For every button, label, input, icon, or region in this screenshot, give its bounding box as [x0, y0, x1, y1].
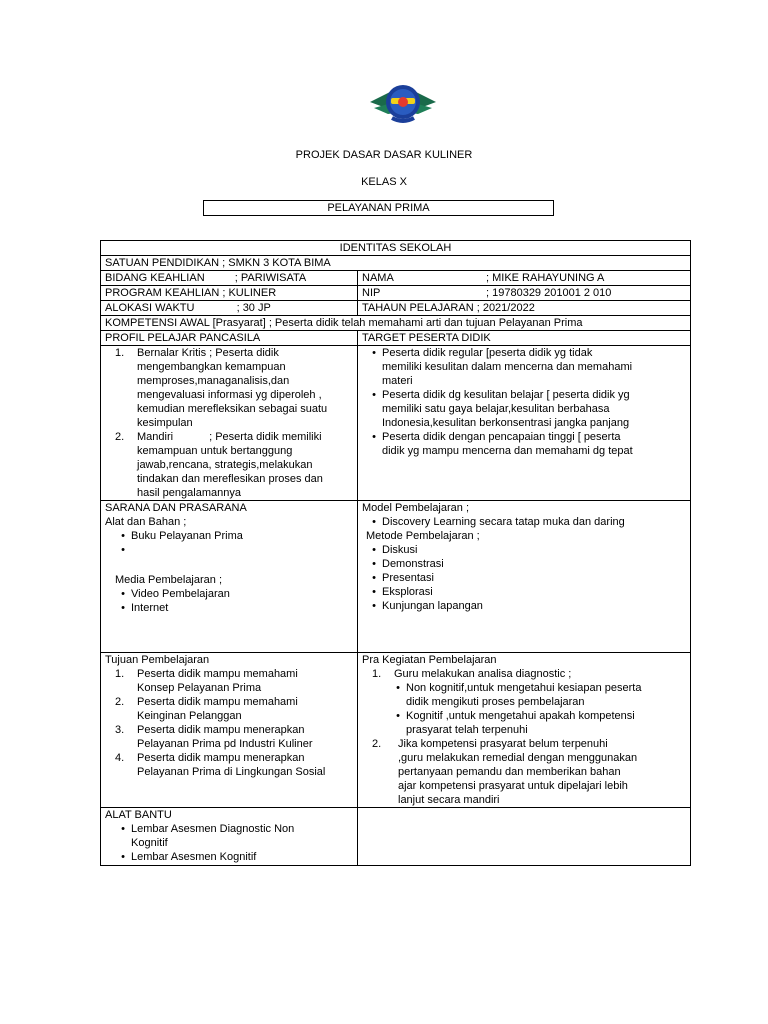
nip-value: ; 19780329 201001 2 010: [486, 287, 612, 299]
identity-heading: IDENTITAS SEKOLAH: [101, 241, 691, 256]
tools-heading: ALAT BANTU: [105, 809, 172, 821]
pre-sub-item: • Kognitif ,untuk mengetahui apakah kompetensi prasyarat telah terpenuhi: [396, 710, 635, 736]
field-label: BIDANG KEAHLIAN: [105, 272, 205, 284]
method-list: [362, 543, 686, 613]
profile-cell: [101, 346, 358, 501]
competency-row: KOMPETENSI AWAL [Prasyarat] ; Peserta didik telah memahami arti dan tujuan Pelayanan Prima: [101, 316, 691, 331]
model-heading: Model Pembelajaran ;: [362, 502, 470, 514]
time-label: ALOKASI WAKTU: [105, 302, 195, 314]
field-value: ; PARIWISATA: [234, 272, 307, 284]
method-label: Metode Pembelajaran ;: [366, 530, 480, 542]
target-list: [362, 346, 686, 458]
time-cell: [101, 301, 358, 316]
program-cell: PROGRAM KEAHLIAN ; KULINER: [101, 286, 358, 301]
method-item: • Eksplorasi: [372, 586, 433, 598]
pre-step-1: 1. Guru melakukan analisa diagnostic ;: [372, 668, 572, 680]
tools-empty-cell: [358, 808, 691, 866]
media-item: • Internet: [121, 602, 169, 614]
name-cell: [358, 271, 691, 286]
pre-step-2: 2. Jika kompetensi prasyarat belum terpenuhi ,guru melakukan remedial dengan menggunakan pertanyaan pemandu dan memberikan bahan ajar kompetensi prasyarat untuk dipelajari lebih lanjut secara mandiri: [372, 738, 638, 806]
facilities-heading: SARANA DAN PRASARANA: [105, 502, 247, 514]
profile-heading: PROFIL PELAJAR PANCASILA: [101, 331, 358, 346]
tool-item: • Lembar Asesmen Kognitif: [121, 851, 257, 863]
pre-heading: Pra Kegiatan Pembelajaran: [362, 654, 497, 666]
tool-item: • Lembar Asesmen Diagnostic Non Kognitif: [121, 823, 295, 849]
goal-item: 1. Peserta didik mampu memahami Konsep Pelayanan Prima: [115, 668, 298, 694]
method-item: • Diskusi: [372, 544, 418, 556]
profile-list: [105, 346, 353, 500]
field-cell: [101, 271, 358, 286]
method-item: • Demonstrasi: [372, 558, 444, 570]
model-cell: [358, 501, 691, 653]
name-value: ; MIKE RAHAYUNING A: [486, 272, 605, 284]
media-item: • Video Pembelajaran: [121, 588, 230, 600]
media-label: Media Pembelajaran ;: [115, 574, 223, 586]
pre-sub-item: • Non kognitif,untuk mengetahui kesiapan peserta didik mengikuti proses pembelajaran: [396, 682, 642, 708]
school-logo: [368, 78, 438, 130]
nip-cell: [358, 286, 691, 301]
model-item: • Discovery Learning secara tatap muka dan daring: [372, 516, 625, 528]
materials-list: [105, 529, 353, 557]
goal-item: 3. Peserta didik mampu menerapkan Pelayanan Prima pd Industri Kuliner: [115, 724, 313, 750]
materials-label: Alat dan Bahan ;: [105, 516, 187, 528]
media-list: [105, 587, 353, 615]
pre-cell: [358, 653, 691, 808]
name-label: NAMA: [362, 272, 394, 284]
identity-table: [100, 240, 691, 866]
target-cell: [358, 346, 691, 501]
target-item: • Peserta didik dengan pencapaian tinggi [ peserta didik yg mampu mencerna dan memahami dg tepat: [372, 431, 633, 457]
goal-item: 2. Peserta didik mampu memahami Keinginan Pelanggan: [115, 696, 298, 722]
school-row: SATUAN PENDIDIKAN ; SMKN 3 KOTA BIMA: [101, 256, 691, 271]
document-title: PROJEK DASAR DASAR KULINER: [295, 149, 473, 161]
target-item: • Peserta didik regular [peserta didik yg tidak memiliki kesulitan dalam mencerna dan memahami materi: [372, 347, 633, 387]
materials-item: •: [121, 544, 125, 556]
target-heading: TARGET PESERTA DIDIK: [358, 331, 691, 346]
goals-list: [105, 667, 353, 779]
time-value: ; 30 JP: [236, 302, 271, 314]
profile-item: 2. Mandiri ; Peserta didik memiliki kemampuan untuk bertanggung jawab,rencana, strategis,melakukan tindakan dan mereflesikan proses dan hasil pengalamannya: [115, 431, 323, 499]
method-item: • Kunjungan lapangan: [372, 600, 483, 612]
tools-cell: [101, 808, 358, 866]
goals-heading: Tujuan Pembelajaran: [105, 654, 210, 666]
profile-item: 1. Bernalar Kritis ; Peserta didik mengembangkan kemampuan memproses,managanalisis,dan mengevaluasi informasi yg diperoleh , kemudian merefleksikan sebagai suatu kesimpulan: [115, 347, 328, 429]
pre-sub-list: [362, 681, 686, 737]
year-cell: TAHAUN PELAJARAN ; 2021/2022: [358, 301, 691, 316]
tools-list: [105, 822, 353, 864]
facilities-cell: [101, 501, 358, 653]
class-label: KELAS X: [361, 176, 407, 188]
goals-cell: [101, 653, 358, 808]
goal-item: 4. Peserta didik mampu menerapkan Pelayanan Prima di Lingkungan Sosial: [115, 752, 326, 778]
target-item: • Peserta didik dg kesulitan belajar [ peserta didik yg memiliki satu gaya belajar,kesulitan berbahasa Indonesia,kesulitan berkonsentrasi jangka panjang: [372, 389, 630, 429]
nip-label: NIP: [362, 287, 381, 299]
model-list: [362, 515, 686, 529]
subject-box: PELAYANAN PRIMA: [203, 200, 554, 216]
materials-item: • Buku Pelayanan Prima: [121, 530, 243, 542]
method-item: • Presentasi: [372, 572, 434, 584]
